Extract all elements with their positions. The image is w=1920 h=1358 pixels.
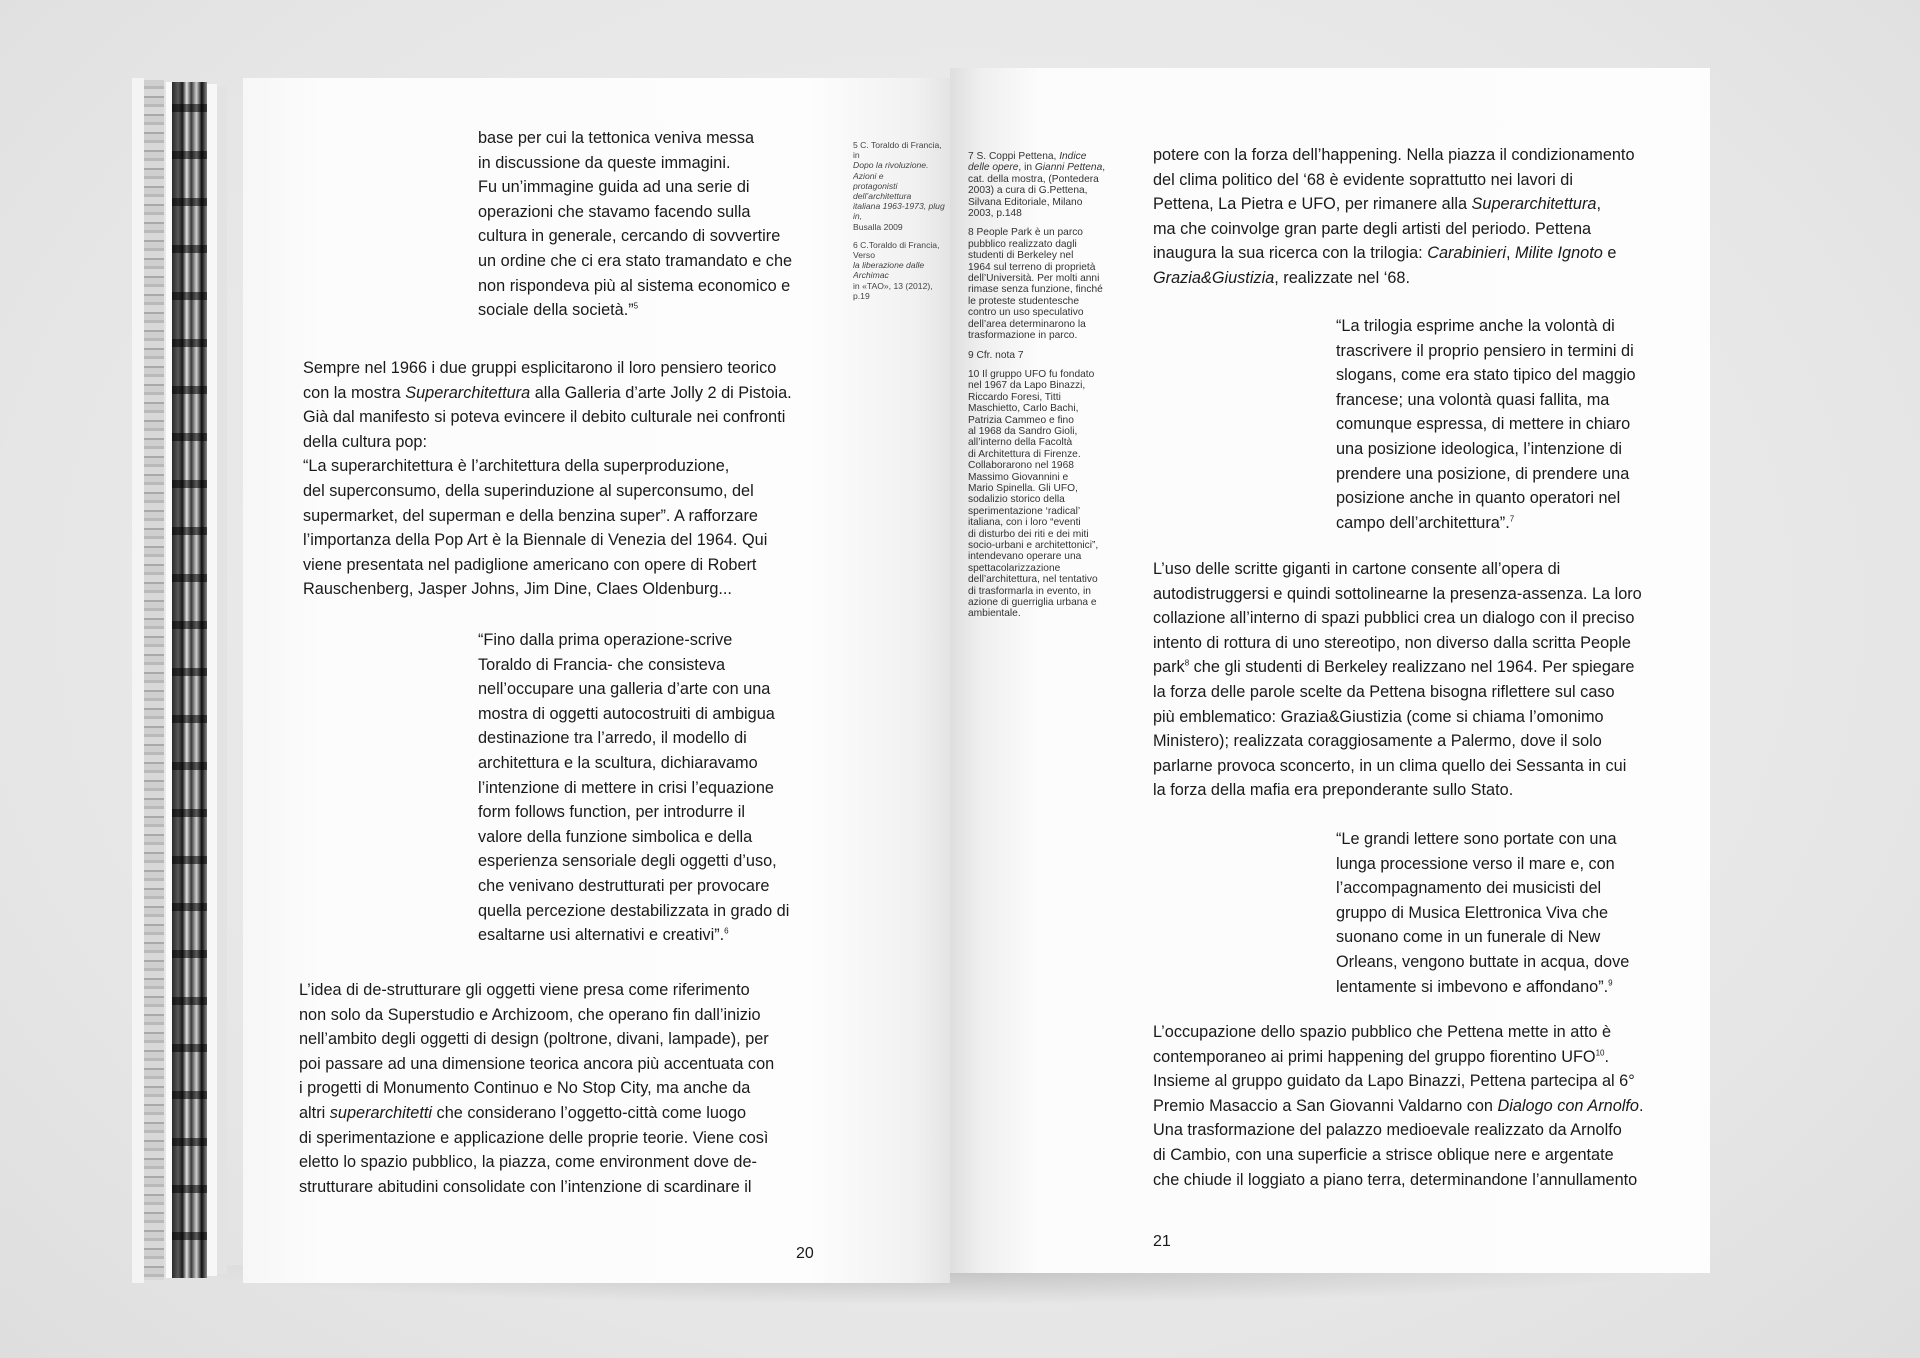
text-line: contemporaneo ai primi happening del gruppo fiorentino UFO$^{10}$. xyxy=(1153,1047,1610,1066)
text-line: non solo da Superstudio e Archizoom, che operano fin dall’inizio xyxy=(299,1005,761,1024)
quote-1-right xyxy=(1336,314,1696,535)
footnote: 10 Il gruppo UFO fu fondato nel 1967 da Lapo Binazzi, Riccardo Foresi, Titti Maschietto, Carlo Bachi, Patrizia Cammeo e fino al 1968 da Sandro Gioli, all’interno della Facoltà di Architettura di Firenze. Collaborarono nel 1968 Massimo Giovannini e Mario Spinella. Gli UFO, sodalizio storico della sperimentazione ‘radical’ italiana, con i loro “eventi di disturbo dei riti e dei miti socio-urbani e architettonici”, intendevano operare una spettacolarizzazione dell’architettura, nel tentativo di trasformarla in evento, in azione di guerriglia urbana e ambientale. xyxy=(968,368,1099,620)
footnotes-right xyxy=(968,151,1118,628)
edge-strip xyxy=(132,78,144,1283)
text-line: poi passare ad una dimensione teorica ancora più accentuata con xyxy=(299,1054,775,1073)
text-line: Grazia&Giustizia, realizzate nel ‘68. xyxy=(1153,268,1411,287)
text-line: Rauschenberg, Jasper Johns, Jim Dine, Claes Oldenburg... xyxy=(303,580,732,599)
paragraph-1 xyxy=(303,356,823,602)
text-line: posizione anche in quanto operatori nel xyxy=(1336,489,1621,508)
text-line: più emblematico: Grazia&Giustizia (come si chiama l’omonimo xyxy=(1153,707,1604,726)
text-line: Orleans, vengono buttate in acqua, dove xyxy=(1336,952,1630,971)
text-line: campo dell’architettura”.$^7$ xyxy=(1336,513,1515,532)
text-line: gruppo di Musica Elettronica Viva che xyxy=(1336,903,1609,922)
text-line: strutturare abitudini consolidate con l’intenzione di scardinare il xyxy=(299,1177,752,1196)
edge-strip xyxy=(217,86,227,1274)
text-line: Toraldo di Francia- che consisteva xyxy=(478,655,726,674)
text-line: l’accompagnamento dei musicisti del xyxy=(1336,879,1602,898)
paragraph-2 xyxy=(299,978,829,1199)
text-line: architettura e la scultura, dichiaravamo xyxy=(478,753,758,772)
paragraph-1-right xyxy=(1153,143,1698,291)
text-line: “La trilogia esprime anche la volontà di xyxy=(1336,317,1615,335)
text-line: valore della funzione simbolica e della xyxy=(478,827,753,846)
text-line: sociale della società.”$^5$ xyxy=(478,301,639,320)
text-line: collazione all’interno di spazi pubblici crea un dialogo con il preciso xyxy=(1153,609,1635,628)
text-line: nell’occupare una galleria d’arte con una xyxy=(478,680,771,699)
text-line: L’idea di de-strutturare gli oggetti viene presa come riferimento xyxy=(299,981,750,999)
text-line: cultura in generale, cercando di sovvertire xyxy=(478,227,781,246)
edge-strip xyxy=(207,84,217,1276)
footnote-ref[interactable]: 5 xyxy=(633,301,639,311)
text-line: “Fino dalla prima operazione-scrive xyxy=(478,631,733,649)
footnote: 5 C. Toraldo di Francia, in Dopo la rivoluzione. Azioni e protagonisti dell’architettura italiana 1963-1973, plug in, Busalla 2009 xyxy=(853,140,945,232)
text-line: autodistruggersi e quindi sottolinearne la presenza-assenza. La loro xyxy=(1153,584,1642,603)
text-line: l’intenzione di mettere in crisi l’equazione xyxy=(478,778,774,797)
text-line: destinazione tra l’arredo, il modello di xyxy=(478,729,747,748)
text-line: la forza delle parole scelte da Pettena bisogna riflettere sul caso xyxy=(1153,682,1615,701)
footnote: 9 Cfr. nota 7 xyxy=(968,349,1024,361)
page-number-right: 21 xyxy=(1153,1233,1171,1250)
text-line: nell’ambito degli oggetti di design (poltrone, divani, lampade), per xyxy=(299,1030,769,1049)
text-line: Insieme al gruppo guidato da Lapo Binazzi, Pettena partecipa al 6° xyxy=(1153,1072,1635,1091)
text-line: “La superarchitettura è l’architettura della superproduzione, xyxy=(303,457,730,476)
footnote-ref[interactable]: 6 xyxy=(724,926,729,936)
text-line: inaugura la sua ricerca con la trilogia: Carabinieri, Milite Ignoto e xyxy=(1153,244,1617,263)
text-line: form follows function, per introdurre il xyxy=(478,803,745,822)
text-line: esaltarne usi alternativi e creativi”.$^6$ xyxy=(478,926,729,945)
edge-image-strip xyxy=(172,82,207,1278)
text-line: i progetti di Monumento Continuo e No Stop City, ma anche da xyxy=(299,1079,751,1098)
text-line: di sperimentazione e applicazione delle proprie teorie. Viene così xyxy=(299,1128,769,1147)
text-line: in discussione da queste immagini. xyxy=(478,153,731,172)
text-line: lentamente si imbevono e affondano”.$^9$ xyxy=(1336,977,1613,996)
text-line: intento di rottura di uno stereotipo, non diverso dalla scritta People xyxy=(1153,633,1631,652)
footnote-ref[interactable]: 7 xyxy=(1509,514,1515,524)
footnotes-left xyxy=(853,140,950,309)
text-line: eletto lo spazio pubblico, la piazza, come environment dove de- xyxy=(299,1153,757,1172)
text-line: non rispondeva più al sistema economico e xyxy=(478,276,791,295)
text-line: viene presentata nel padiglione americano con opere di Robert xyxy=(303,555,757,574)
text-line: altri superarchitetti che considerano l’oggetto-città come luogo xyxy=(299,1103,747,1122)
text-line: che venivano destrutturati per provocare xyxy=(478,876,770,895)
text-line: L’occupazione dello spazio pubblico che Pettena mette in atto è xyxy=(1153,1023,1611,1041)
text-line: L’uso delle scritte giganti in cartone consente all’opera di xyxy=(1153,560,1561,578)
right-page xyxy=(950,68,1710,1273)
text-line: del superconsumo, della superinduzione al superconsumo, del xyxy=(303,481,754,500)
text-line: del clima politico del ‘68 è evidente soprattutto nei lavori di xyxy=(1153,170,1573,189)
text-line: Già dal manifesto si poteva evincere il debito culturale nei confronti xyxy=(303,408,786,427)
footnote: 8 People Park è un parco pubblico realizzato dagli studenti di Berkeley nel 1964 sul terreno di proprietà dell’Università. Per molti anni rimase senza funzione, finché le proteste studentesche contro un uso speculativo dell’area determinarono la trasformazione in parco. xyxy=(968,227,1103,342)
text-line: Ministero); realizzata coraggiosamente a Palermo, dove il solo xyxy=(1153,732,1602,751)
text-line: suonano come in un funerale di New xyxy=(1336,928,1601,947)
text-line: base per cui la tettonica veniva messa xyxy=(478,129,755,147)
text-line: lunga processione verso il mare e, con xyxy=(1336,854,1615,873)
text-line: francese; una volontà quasi fallita, ma xyxy=(1336,390,1610,409)
footnote: 7 S. Coppi Pettena, Indice delle opere, in Gianni Pettena, cat. della mostra, (Pontedera 2003) a cura di G.Pettena, Silvana Editoriale, Milano 2003, p.148 xyxy=(968,151,1106,220)
text-line: di Cambio, con una superficie a strisce oblique nere e argentate xyxy=(1153,1145,1614,1164)
text-line: comunque espressa, di mettere in chiaro xyxy=(1336,415,1631,434)
text-line: con la mostra Superarchitettura alla Galleria d’arte Jolly 2 di Pistoia. xyxy=(303,383,792,402)
text-line: l’importanza della Pop Art è la Biennale di Venezia del 1964. Qui xyxy=(303,531,768,550)
text-line: mostra di oggetti autocostruiti di ambigua xyxy=(478,704,775,723)
text-line: prendere una posizione, di prendere una xyxy=(1336,464,1630,483)
footnote: 6 C.Toraldo di Francia, Verso la liberazione dalle Archimac in «TAO», 13 (2012), p.19 xyxy=(853,239,940,301)
text-line: esperienza sensoriale degli oggetti d’uso, xyxy=(478,852,777,871)
text-line: operazioni che stavamo facendo sulla xyxy=(478,202,751,221)
text-line: parlarne provoca sconcerto, in un clima quello dei Sessanta in cui xyxy=(1153,756,1627,775)
text-line: “Le grandi lettere sono portate con una xyxy=(1336,830,1617,848)
text-line: Fu un’immagine guida ad una serie di xyxy=(478,178,750,197)
quote-middle xyxy=(478,628,823,948)
footnote-ref[interactable]: 8 xyxy=(1184,658,1190,668)
text-line: park$^8$ che gli studenti di Berkeley realizzano nel 1964. Per spiegare xyxy=(1153,658,1635,677)
page-number-left: 20 xyxy=(796,1245,814,1262)
text-line: supermarket, del superman e della benzina super”. A rafforzare xyxy=(303,506,758,525)
edge-strip xyxy=(144,80,164,1280)
text-line: Sempre nel 1966 i due gruppi esplicitarono il loro pensiero teorico xyxy=(303,359,777,377)
text-line: che chiude il loggiato a piano terra, determinandone l’annullamento xyxy=(1153,1170,1638,1189)
text-line: della cultura pop: xyxy=(303,432,428,451)
text-line: Pettena, La Pietra e UFO, per rimanere alla Superarchitettura, xyxy=(1153,195,1601,214)
text-line: potere con la forza dell’happening. Nella piazza il condizionamento xyxy=(1153,146,1635,164)
text-line: trascrivere il proprio pensiero in termini di xyxy=(1336,341,1634,360)
text-line: la forza della mafia era preponderante sullo Stato. xyxy=(1153,781,1514,800)
text-line: una posizione ideologica, l’intenzione di xyxy=(1336,439,1623,458)
page-edges xyxy=(132,78,247,1283)
text-line: Premio Masaccio a San Giovanni Valdarno con Dialogo con Arnolfo. xyxy=(1153,1096,1644,1115)
quote-top xyxy=(478,126,818,323)
text-line: Una trasformazione del palazzo medioevale realizzato da Arnolfo xyxy=(1153,1121,1622,1140)
footnote-ref[interactable]: 9 xyxy=(1608,978,1613,988)
paragraph-2-right xyxy=(1153,557,1701,803)
quote-2-right xyxy=(1336,827,1696,999)
paragraph-3-right xyxy=(1153,1020,1701,1192)
text-line: un ordine che ci era stato tramandato e che xyxy=(478,251,793,270)
left-page xyxy=(243,78,950,1283)
text-line: slogans, come era stato tipico del maggio xyxy=(1336,366,1636,385)
text-line: ma che coinvolge gran parte degli artisti del periodo. Pettena xyxy=(1153,219,1592,238)
text-line: quella percezione destabilizzata in grado di xyxy=(478,901,790,920)
footnote-ref[interactable]: 10 xyxy=(1595,1048,1605,1058)
